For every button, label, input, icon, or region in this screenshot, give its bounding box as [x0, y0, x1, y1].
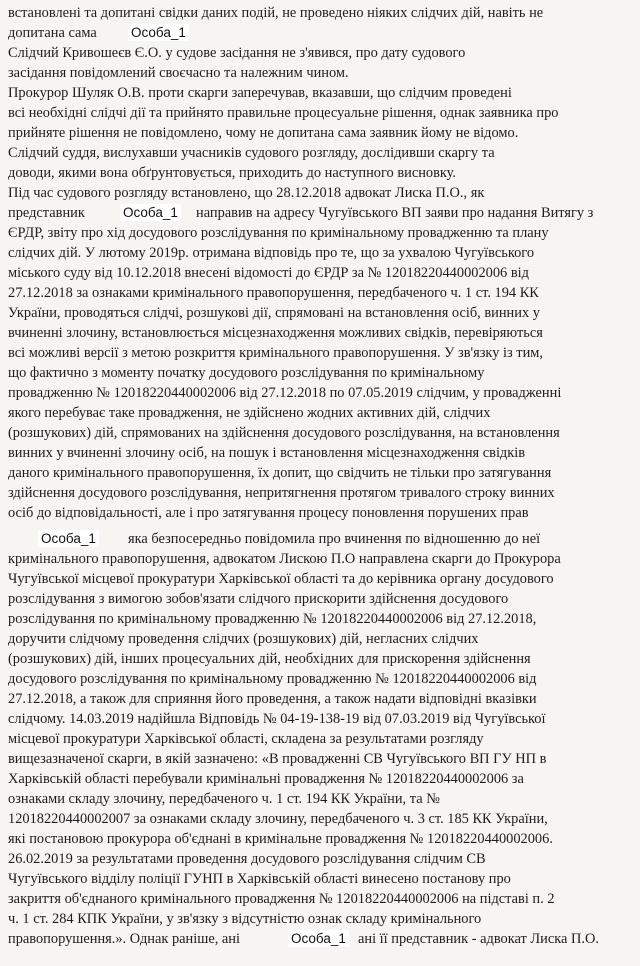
- text-line: вищезазначеної скарги, в якій зазначено: «В провадженні СВ Чугуївського ВП ГУ НП в: [8, 751, 547, 767]
- text-line: ЄРДР, звіту про хід досудового розслідування по кримінальному провадженню та плану: [8, 225, 549, 241]
- text-line: Слідчий суддя, вислухавши учасників судового розгляду, дослідивши скаргу та: [8, 145, 495, 161]
- redaction-box: Особа_1: [38, 530, 99, 547]
- text-line: доводи, якими вона обґрунтовується, приходить до наступного висновку.: [8, 165, 457, 181]
- text-line: вчиненні злочину, встановлюється місцезнаходження можливих свідків, перевіряються: [8, 325, 543, 341]
- text-line: правопорушення.». Однак раніше, ані: [8, 931, 240, 947]
- text-line: які постановою прокурора об'єднані в кримінальне провадження № 12018220440002006.: [8, 831, 553, 847]
- text-line: (розшукових) дій, інших процесуальних дій, необхідних для прискорення здійснення: [8, 651, 531, 667]
- text-line: ані її представник - адвокат Лиска П.О.: [358, 931, 599, 947]
- text-line: Під час судового розгляду встановлено, що 28.12.2018 адвокат Лиска П.О., як: [8, 185, 485, 201]
- text-line: яка безпосередньо повідомила про вчинення по відношенню до неї: [128, 531, 541, 547]
- text-line: Слідчий Кривошеєв Є.О. у судове засідання не з'явився, про дату судового: [8, 45, 466, 61]
- text-line: здійснення досудового розслідування, непритягнення протягом тривалого строку винних: [8, 485, 555, 501]
- text-line: розслідування з вимогою зобов'язати слідчого прискорити здійснення досудового: [8, 591, 509, 607]
- redaction-box: Особа_1: [128, 24, 189, 41]
- text-line: місцевої прокуратури Харківської області, складена за результатами розгляду: [8, 731, 484, 747]
- text-line: досудового розслідування по кримінальному провадженню № 12018220440002006 від: [8, 671, 537, 687]
- text-line: прийняте рішення не повідомлено, чому не допитана сама заявник йому не відомо.: [8, 125, 519, 141]
- text-line: міського суду від 10.12.2018 внесені відомості до ЄРДР за № 12018220440002006 від: [8, 265, 529, 281]
- text-line: ознаками складу злочину, передбаченого ч. 1 ст. 194 КК України, та №: [8, 791, 440, 807]
- text-line: слідчому. 14.03.2019 надійшла Відповідь № 04-19-138-19 від 07.03.2019 від Чугуївської: [8, 711, 546, 727]
- text-line: засідання повідомлений своєчасно та належним чином.: [8, 65, 349, 81]
- text-line: слідчих дій. У лютому 2019р. отримана відповідь про те, що за ухвалою Чугуївського: [8, 245, 535, 261]
- text-line: якого перебуває таке провадження, не здійснено жодних активних дій, слідчих: [8, 405, 491, 421]
- text-line: що фактично з моменту початку досудового розслідування по кримінальному: [8, 365, 485, 381]
- text-line: всі можливі версії з метою розкриття кримінального правопорушення. У зв'язку із тим,: [8, 345, 543, 361]
- text-line: Чугуївської місцевої прокуратури Харківської області та до керівника органу досудового: [8, 571, 554, 587]
- text-line: Харківській області перебували кримінальні провадження № 12018220440002006 за: [8, 771, 524, 787]
- text-line: доручити слідчому проведення слідчих (розшукових) дій, негласних слідчих: [8, 631, 479, 647]
- text-line: 27.12.2018 за ознаками кримінального правопорушення, передбаченого ч. 1 ст. 194 КК: [8, 285, 539, 301]
- text-line: осіб до відповідальності, але і про затягування процесу поновлення порушених прав: [8, 505, 529, 521]
- text-line: ч. 1 ст. 284 КПК України, у зв'язку з відсутністю ознак складу кримінального: [8, 911, 482, 927]
- text-line: представник: [8, 205, 85, 221]
- text-line: Чугуївського відділу поліції ГУНП в Харківській області винесено постанову про: [8, 871, 511, 887]
- text-line: даного кримінального правопорушення, їх допит, що свідчить не тільки про затягування: [8, 465, 552, 481]
- text-line: винних у вчиненні злочину осіб, на пошук і встановлення місцезнаходження свідків: [8, 445, 526, 461]
- text-line: провадженню № 12018220440002006 від 27.12.2018 по 07.05.2019 слідчим, у провадженні: [8, 385, 562, 401]
- text-line: розслідування по кримінальному провадженню № 12018220440002006 від 27.12.2018,: [8, 611, 537, 627]
- text-line: направив на адресу Чугуївського ВП заяви про надання Витягу з: [196, 205, 594, 221]
- redaction-box: Особа_1: [288, 930, 349, 947]
- text-line: Прокурор Шуляк О.В. проти скарги заперечував, вказавши, що слідчим проведені: [8, 85, 512, 101]
- text-line: допитана сама: [8, 25, 97, 41]
- text-line: закриття об'єднаного кримінального провадження № 12018220440002006 на підставі п. 2: [8, 891, 555, 907]
- text-line: 27.12.2018, а також для сприяння його проведення, а також надати відповідні вказівки: [8, 691, 537, 707]
- text-line: всі необхідні слідчі дії та прийнято правильне процесуальне рішення, однак заявника про: [8, 105, 559, 121]
- text-line: кримінального правопорушення, адвокатом Лискою П.О направлена скарги до Прокурора: [8, 551, 561, 567]
- text-line: (розшукових) дій, спрямованих на здійснення досудового розслідування, на встановлення: [8, 425, 560, 441]
- text-line: України, проводяться слідчі, розшукові дії, спрямовані на встановлення осіб, винних у: [8, 305, 540, 321]
- text-line: 12018220440002007 за ознаками складу злочину, передбаченого ч. 3 ст. 185 КК України,: [8, 811, 548, 827]
- text-line: 26.02.2019 за результатами проведення досудового розслідування слідчим СВ: [8, 851, 486, 867]
- redaction-box: Особа_1: [120, 204, 181, 221]
- text-line: встановлені та допитані свідки даних подій, не проведено ніяких слідчих дій, навіть не: [8, 5, 544, 21]
